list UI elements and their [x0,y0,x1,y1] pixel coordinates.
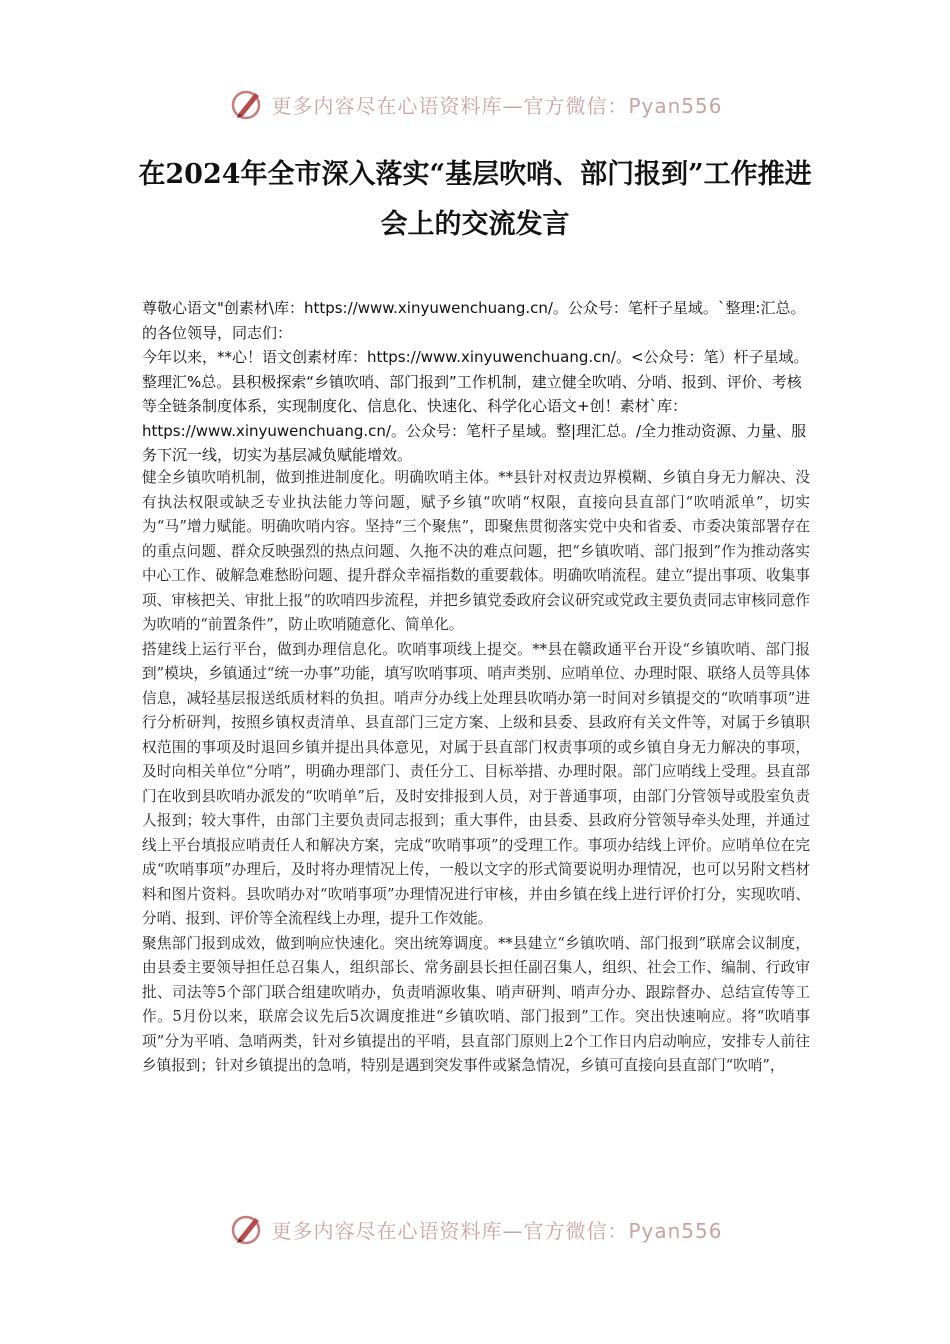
document-title: 在2024年全市深入落实“基层吹哨、部门报到”工作推进会上的交流发言 [138,159,812,240]
intro-paragraph: 今年以来，**心！语文创素材库：https://www.xinyuwenchuang.cn/。<公众号：笔）杆子星域。整理汇%总。县积极探索“乡镇吹哨、部门报到”工作机制，建立健全吹哨、分哨、报到、评价、考核等全链条制度体系，实现制度化、信息化、快速化、科学化心语文+创！素材`库：https://www.xinyuwenchuang.cn/。公众号：笔杆子星域。整|理汇总。/全力推动资源、力量、服务下沉一线，切实为基层减负赋能增效。 [142,348,809,464]
header-watermark-text: 更多内容尽在心语资料库—官方微信：Pyan556 [271,93,723,118]
intro-block [142,296,810,468]
footer-watermark-text: 更多内容尽在心语资料库—官方微信：Pyan556 [271,1218,723,1243]
pen-circle-logo-icon [227,84,267,124]
body-paragraph-3: 聚焦部门报到成效，做到响应快速化。突出统筹调度。**县建立“乡镇吹哨、部门报到”联席会议制度，由县委主要领导担任总召集人，组织部长、常务副县长担任副召集人，组织、社会工作、编制、行政审批、司法等5个部门联合组建吹哨办，负责哨源收集、哨声研判、哨声分办、跟踪督办、总结宣传等工作。5月份以来，联席会议先后5次调度推进“乡镇吹哨、部门报到”工作。突出快速响应。将“吹哨事项”分为平哨、急哨两类，针对乡镇提出的平哨，县直部门原则上2个工作日内启动响应，安排专人前往乡镇报到；针对乡镇提出的急哨，特别是遇到突发事件或紧急情况，乡镇可直接向县直部门“吹哨”， [142,934,810,1074]
pen-circle-logo-icon [227,1209,267,1249]
footer-watermark [0,1207,950,1251]
header-watermark [0,82,950,126]
body-text [142,466,810,1079]
body-paragraph-1: 健全乡镇吹哨机制，做到推进制度化。明确吹哨主体。**县针对权责边界模糊、乡镇自身无力解决、没有执法权限或缺乏专业执法能力等问题，赋予乡镇“吹哨“权限，直接向县直部门“吹哨派单”，切实为“马”增力赋能。明确吹哨内容。坚持“三个聚焦”，即聚焦贯彻落实党中央和省委、市委决策部署存在的重点问题、群众反映强烈的热点问题、久拖不决的难点问题，把“乡镇吹哨、部门报到”作为推动落实中心工作、破解急难愁盼问题、提升群众幸福指数的重要载体。明确吹哨流程。建立“提出事项、收集事项、审核把关、审批上报”的吹哨四步流程，并把乡镇党委政府会议研究或党政主要负责同志审核同意作为吹哨的“前置条件”，防止吹哨随意化、简单化。 [142,469,810,633]
body-paragraph-2: 搭建线上运行平台，做到办理信息化。吹哨事项线上提交。**县在赣政通平台开设“乡镇吹哨、部门报到”模块，乡镇通过“统一办事”功能，填写吹哨事项、哨声类别、应哨单位、办理时限、联络人员等具体信息，减轻基层报送纸质材料的负担。哨声分办线上处理县吹哨办第一时间对乡镇提交的“吹哨事项”进行分析研判，按照乡镇权责清单、县直部门三定方案、上级和县委、县政府有关文件等，对属于乡镇职权范围的事项及时退回乡镇并提出具体意见，对属于县直部门权责事项的或乡镇自身无力解决的事项，及时向相关单位“分哨”，明确办理部门、责任分工、目标举措、办理时限。部门应哨线上受理。县直部门在收到县吹哨办派发的“吹哨单”后，及时安排报到人员，对于普通事项，由部门分管领导或股室负责人报到；较大事件，由部门主要负责同志报到；重大事件，由县委、县政府分管领导牵头处理，并通过线上平台填报应哨责任人和解决方案，完成“吹哨事项”的受理工作。事项办结线上评价。应哨单位在完成“吹哨事项”办理后，及时将办理情况上传，一般以文字的形式简要说明办理情况，也可以另附文档材料和图片资料。县吹哨办对“吹哨事项”办理情况进行审核，并由乡镇在线上进行评价打分，实现吹哨、分哨、报到、评价等全流程线上办理，提升工作效能。 [142,640,810,927]
salutation: 尊敬心语文"创素材\库：https://www.xinyuwenchuang.cn/。公众号：笔杆子星域。`整理:汇总。的各位领导，同志们： [142,299,806,342]
